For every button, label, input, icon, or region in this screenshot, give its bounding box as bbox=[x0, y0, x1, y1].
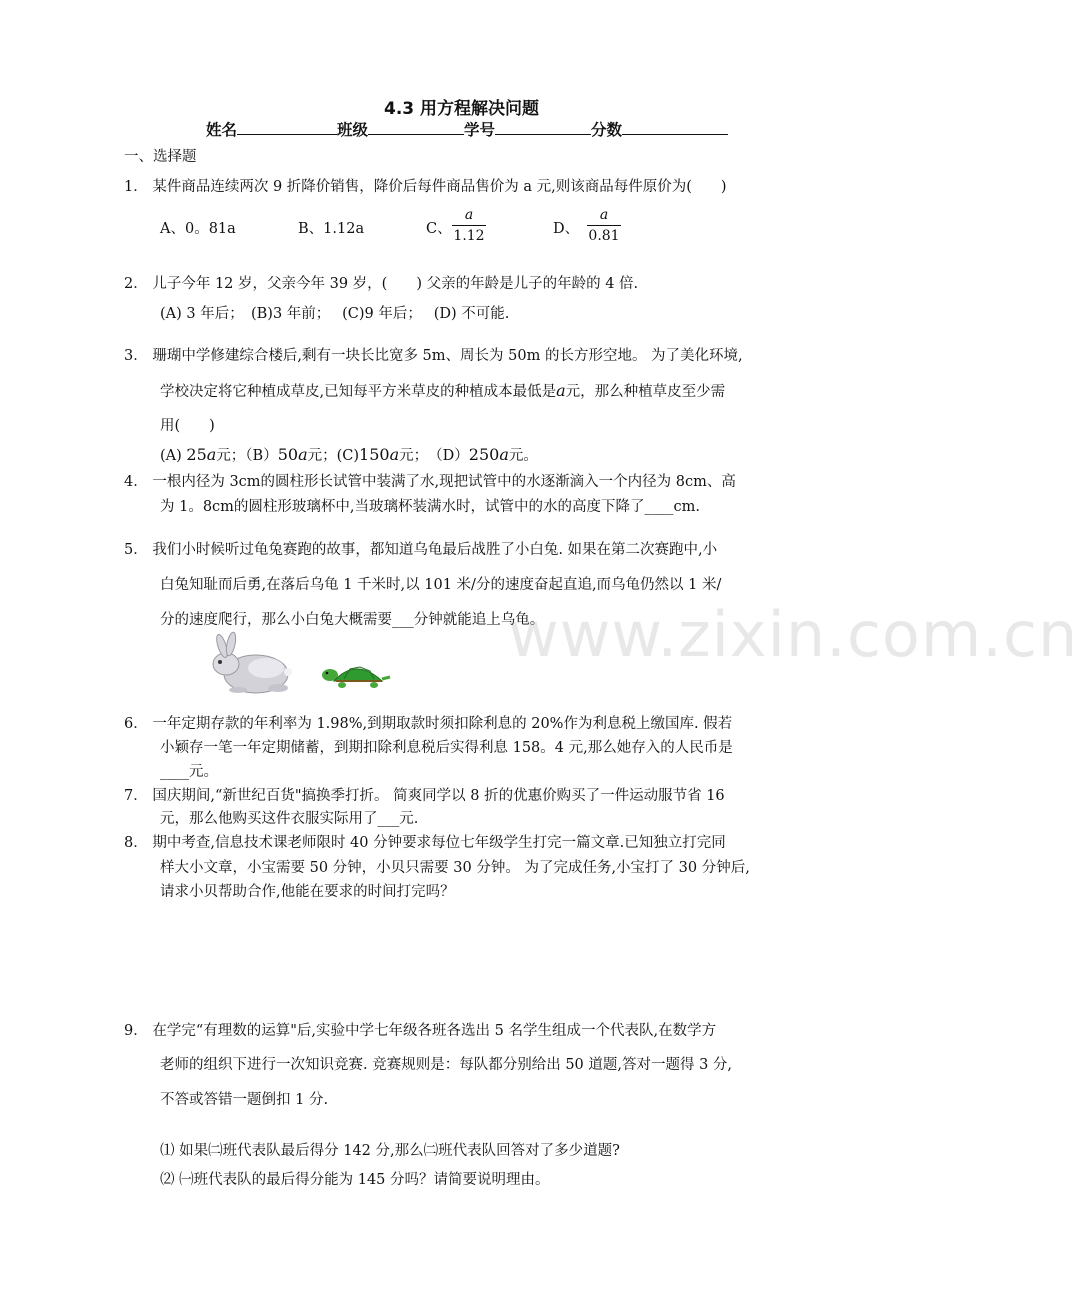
rabbit-illustration bbox=[204, 634, 292, 696]
option-b-label: 元；（B） bbox=[216, 448, 278, 464]
question-number: 7． bbox=[124, 788, 148, 804]
question-text: 我们小时候听过龟兔赛跑的故事，都知道乌龟最后战胜了小白兔. 如果在第二次赛跑中,小 bbox=[152, 542, 718, 558]
option-d-value: 250 bbox=[468, 445, 500, 464]
variable-a: a bbox=[298, 445, 308, 464]
option-d-fraction bbox=[587, 207, 621, 244]
name-label: 姓名 bbox=[206, 121, 238, 139]
question-3-line3: 用( ) bbox=[160, 418, 215, 434]
variable-a: a bbox=[556, 381, 566, 400]
option-end: 元。 bbox=[508, 448, 538, 464]
option-d-label: 元； （D） bbox=[399, 448, 469, 464]
question-4 bbox=[124, 470, 736, 491]
option-d-label: D、 bbox=[553, 221, 580, 237]
question-3-options bbox=[160, 444, 538, 465]
question-text: 期中考查,信息技术课老师限时 40 分钟要求每位七年级学生打完一篇文章.已知独立打完同 bbox=[152, 835, 726, 851]
question-number: 8． bbox=[124, 835, 148, 851]
text-segment: 元，那么种植草皮至少需 bbox=[565, 384, 726, 400]
question-2-options: (A) 3 年后； (B)3 年前； (C)9 年后； (D) 不可能. bbox=[160, 306, 510, 322]
question-text: 一年定期存款的年利率为 1.98%,到期取款时须扣除利息的 20%作为利息税上缴国库. 假若 bbox=[152, 716, 733, 732]
question-text: 儿子今年 12 岁，父亲今年 39 岁，( ) 父亲的年龄是儿子的年龄的 4 倍. bbox=[152, 276, 639, 292]
option-c-label: C、 bbox=[426, 221, 452, 237]
question-6-line3: ____元。 bbox=[160, 764, 218, 780]
question-number: 9． bbox=[124, 1023, 148, 1039]
student-info-line bbox=[206, 118, 728, 140]
question-1 bbox=[124, 175, 727, 196]
question-number: 6． bbox=[124, 716, 148, 732]
fraction-denominator: 1.12 bbox=[453, 228, 485, 244]
option-c-label: 元；(C) bbox=[307, 448, 360, 464]
page-title: 4.3 用方程解决问题 bbox=[384, 99, 540, 119]
question-8 bbox=[124, 831, 726, 852]
score-label: 分数 bbox=[591, 121, 623, 139]
watermark: www.zixin.com.cn bbox=[508, 598, 1078, 671]
option-c-fraction bbox=[452, 207, 486, 244]
question-text: 一根内径为 3cm的圆柱形长试管中装满了水,现把试管中的水逐渐滴入一个内径为 8cm、高 bbox=[152, 474, 736, 490]
class-label: 班级 bbox=[337, 121, 369, 139]
variable-a: a bbox=[389, 445, 400, 464]
question-5-line3: 分的速度爬行，那么小白兔大概需要___分钟就能追上乌龟。 bbox=[160, 612, 545, 628]
question-9-sub1: ⑴ 如果㈡班代表队最后得分 142 分,那么㈡班代表队回答对了多少道题? bbox=[160, 1143, 620, 1159]
score-blank bbox=[622, 120, 728, 135]
question-number: 1． bbox=[124, 179, 148, 195]
option-a-value: 25 bbox=[186, 445, 207, 464]
question-9-sub2: ⑵ ㈠班代表队的最后得分能为 145 分吗？请简要说明理由。 bbox=[160, 1172, 550, 1188]
question-3-line2 bbox=[160, 380, 725, 401]
option-a-label: (A) bbox=[160, 448, 187, 464]
fraction-numerator: a bbox=[599, 207, 609, 223]
option-c-value: 150 bbox=[359, 445, 390, 464]
class-blank bbox=[368, 120, 464, 135]
question-7-line2: 元，那么他购买这件衣服实际用了___元. bbox=[160, 811, 419, 827]
section-heading: 一、选择题 bbox=[124, 149, 197, 165]
question-5-line2: 白兔知耻而后勇,在落后乌龟 1 千米时,以 101 米/分的速度奋起直追,而乌龟仍然以 1 米/ bbox=[160, 577, 722, 593]
fraction-denominator: 0.81 bbox=[588, 228, 620, 244]
question-text: 在学完“有理数的运算"后,实验中学七年级各班各选出 5 名学生组成一个代表队,在数学方 bbox=[152, 1023, 717, 1039]
question-7 bbox=[124, 784, 725, 805]
id-label: 学号 bbox=[464, 121, 496, 139]
question-8-line2: 样大小文章，小宝需要 50 分钟，小贝只需要 30 分钟。 为了完成任务,小宝打了 30 分钟后, bbox=[160, 860, 750, 876]
question-text: 珊瑚中学修建综合楼后,剩有一块长比宽多 5m、周长为 50m 的长方形空地。 为了美化环境, bbox=[152, 348, 743, 364]
question-6 bbox=[124, 712, 732, 733]
text-segment: 学校决定将它种植成草皮,已知每平方米草皮的种植成本最低是 bbox=[160, 384, 557, 400]
option-b: B、1.12a bbox=[298, 221, 365, 237]
question-8-line3: 请求小贝帮助合作,他能在要求的时间打完吗？ bbox=[160, 884, 455, 900]
question-text: 某件商品连续两次 9 折降价销售，降价后每件商品售价为 a 元,则该商品每件原价为( ) bbox=[152, 179, 727, 195]
fraction-numerator: a bbox=[464, 207, 474, 223]
turtle-illustration bbox=[320, 657, 392, 693]
question-9 bbox=[124, 1019, 716, 1040]
question-2 bbox=[124, 272, 638, 293]
question-number: 2． bbox=[124, 276, 148, 292]
option-b-value: 50 bbox=[277, 445, 299, 464]
question-9-line3: 不答或答错一题倒扣 1 分. bbox=[160, 1092, 329, 1108]
question-number: 3． bbox=[124, 348, 148, 364]
option-a: A、0。81a bbox=[160, 221, 236, 237]
question-6-line2: 小颖存一笔一年定期储蓄，到期扣除利息税后实得利息 158。4 元,那么她存入的人民币是 bbox=[160, 740, 733, 756]
name-blank bbox=[237, 120, 337, 135]
question-3 bbox=[124, 344, 743, 365]
variable-a: a bbox=[499, 445, 509, 464]
question-number: 5． bbox=[124, 542, 148, 558]
question-5 bbox=[124, 538, 717, 559]
id-blank bbox=[495, 120, 591, 135]
question-4-line2: 为 1。8cm的圆柱形玻璃杯中,当玻璃杯装满水时，试管中的水的高度下降了____cm. bbox=[160, 499, 701, 515]
variable-a: a bbox=[206, 445, 217, 464]
question-number: 4． bbox=[124, 474, 148, 490]
question-9-line2: 老师的组织下进行一次知识竞赛. 竞赛规则是：每队都分别给出 50 道题,答对一题得 3 分, bbox=[160, 1057, 733, 1073]
question-text: 国庆期间,“新世纪百货"搞换季打折。 简爽同学以 8 折的优惠价购买了一件运动服节省 16 bbox=[152, 788, 725, 804]
